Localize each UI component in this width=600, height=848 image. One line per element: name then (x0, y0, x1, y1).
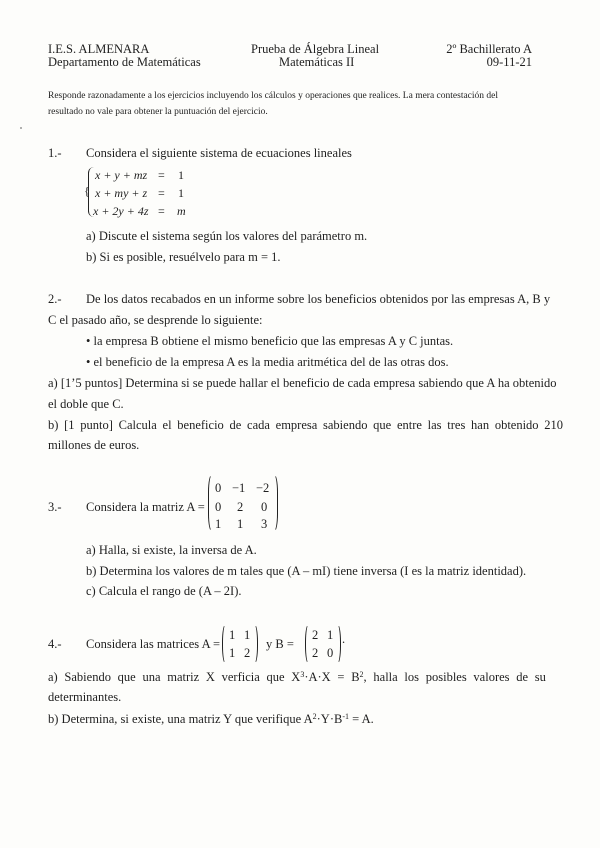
q4-matrix-a-left-paren (222, 624, 229, 664)
q4-matrix-a-right-paren (251, 624, 258, 664)
q3-m-r2c3: 0 (261, 500, 268, 514)
instructions-line-2: resultado no vale para obtener la puntuación del ejercicio. (48, 107, 268, 117)
q1-eq1-lhs: x + y + mz (95, 168, 148, 182)
department-name: Departamento de Matemáticas (48, 55, 201, 69)
q3-m-r2c2: 2 (237, 500, 244, 514)
q3-m-r3c2: 1 (237, 517, 244, 531)
q1-part-b: b) Si es posible, resuélvelo para m = 1. (86, 250, 281, 264)
school-name: I.E.S. ALMENARA (48, 42, 150, 56)
q4-a-r1c1: 1 (229, 628, 236, 642)
scan-speck (20, 127, 22, 129)
q1-eq1-rhs: 1 (178, 168, 184, 182)
q4-statement: Considera las matrices A = (86, 637, 221, 651)
q2-line-1: De los datos recabados en un informe sobre los beneficios obtenidos por las empresas A, B y (86, 292, 551, 306)
q1-eq2-lhs: x + my + z (95, 186, 148, 200)
instructions-line-1: Responde razonadamente a los ejercicios incluyendo los cálculos y operaciones que realices. La mera contestación del (48, 91, 499, 101)
q4-b-r1c1: 2 (312, 628, 319, 642)
q4-conjunction: y B = (266, 637, 294, 651)
q3-m-r3c1: 1 (215, 517, 222, 531)
q2-part-a-line-1: a) [1’5 puntos] Determina si se puede hallar el beneficio de cada empresa sabiendo que A ha obtenido (48, 376, 557, 390)
q4-a-r2c2: 2 (244, 646, 251, 660)
q3-part-a: a) Halla, si existe, la inversa de A. (86, 543, 257, 557)
exam-title: Prueba de Álgebra Lineal (251, 42, 380, 56)
q2-part-b-line-2: millones de euros. (48, 438, 140, 452)
exam-date: 09-11-21 (486, 55, 532, 69)
q2-part-a-line-2: el doble que C. (48, 397, 124, 411)
q2-line-2: C el pasado año, se desprende lo siguiente: (48, 313, 263, 327)
q3-m-r1c1: 0 (215, 481, 222, 495)
q4-part-a-line-2: determinantes. (48, 690, 122, 704)
q4-matrix-b-right-paren (334, 624, 341, 664)
q4-a-r1c2: 1 (244, 628, 251, 642)
q1-eq1-eq: = (158, 168, 165, 182)
q2-number: 2.- (48, 292, 62, 306)
q4-part-a-line-1: a) Sabiendo que una matriz X verficia que $X^3\cdot A\cdot X = B^2$, halla los posibles valores de su (48, 670, 546, 684)
q3-part-b: b) Determina los valores de m tales que (A – mI) tiene inversa (I es la matriz identidad). (86, 564, 527, 578)
q1-eq3-rhs: m (177, 204, 186, 218)
q2-bullet-2: • el beneficio de la empresa A es la media aritmética del de las otras dos. (86, 355, 449, 369)
q3-part-c: c) Calcula el rango de (A – 2I). (86, 584, 242, 598)
q1-eq3-eq: = (158, 204, 165, 218)
q4-matrix-b-left-paren (305, 624, 312, 664)
group-label: 2º Bachillerato A (446, 42, 532, 56)
q3-matrix-right-paren (270, 474, 278, 532)
q1-number: 1.- (48, 146, 62, 160)
q1-eq2-eq: = (158, 186, 165, 200)
q3-m-r2c1: 0 (215, 500, 222, 514)
q4-a-r2c1: 1 (229, 646, 236, 660)
q3-m-r1c3: −2 (256, 481, 270, 495)
q4-number: 4.- (48, 637, 62, 651)
q1-brace-tip: { (84, 184, 90, 198)
q2-bullet-1: • la empresa B obtiene el mismo beneficio que las empresas A y C juntas. (86, 334, 454, 348)
q4-part-b: b) Determina, si existe, una matriz Y que verifique $A^2\cdot Y\cdot B^{-1} = A$. (48, 712, 374, 726)
q2-part-b-line-1: b) [1 punto] Calcula el beneficio de cada empresa sabiendo que entre las tres han obtenido 210 (48, 418, 564, 432)
q4-b-r2c2: 0 (327, 646, 334, 660)
q3-statement: Considera la matriz A = (86, 500, 205, 514)
q4-b-r2c1: 2 (312, 646, 319, 660)
subject-name: Matemáticas II (279, 55, 355, 69)
q3-number: 3.- (48, 500, 62, 514)
q1-eq2-rhs: 1 (178, 186, 184, 200)
q4-end-dot: . (342, 632, 346, 646)
q1-eq3-lhs: x + 2y + 4z (93, 204, 149, 218)
q1-part-a: a) Discute el sistema según los valores del parámetro m. (86, 229, 368, 243)
q4-b-r1c2: 1 (327, 628, 334, 642)
q1-statement: Considera el siguiente sistema de ecuaciones lineales (86, 146, 352, 160)
q3-m-r1c2: −1 (232, 481, 246, 495)
q3-m-r3c3: 3 (261, 517, 268, 531)
